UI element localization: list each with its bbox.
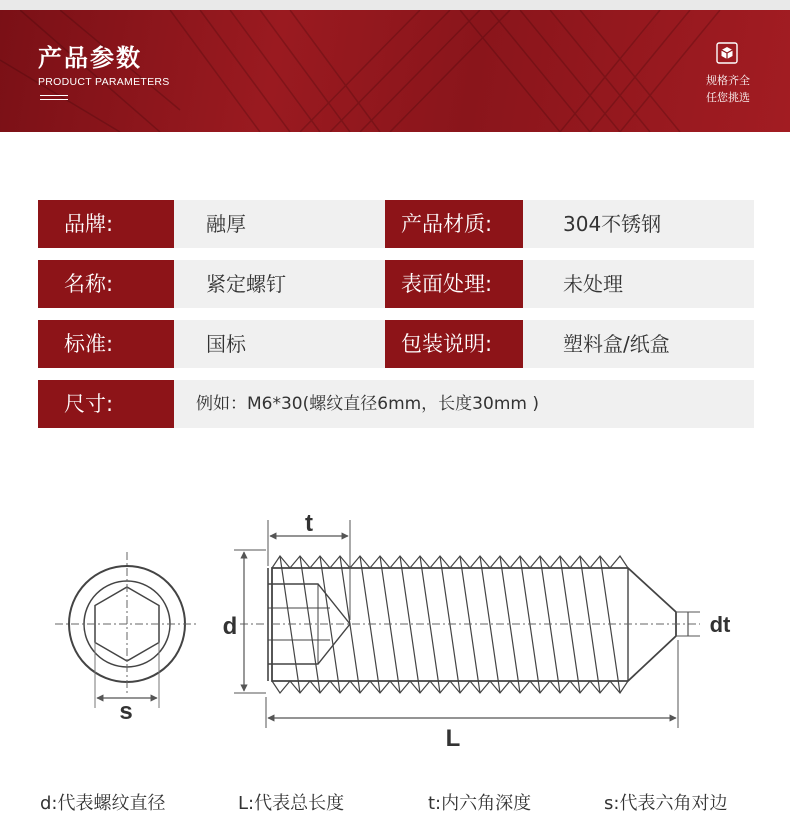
legend-L: L:代表总长度 [238,793,345,814]
cube-icon [716,42,738,64]
legend-t: t:内六角深度 [428,793,532,814]
slogan-line-2: 任您挑选 [706,91,750,104]
section-title: 产品参数 [38,43,142,72]
brand-value: 融厚 [206,212,246,236]
material-label: 产品材质: [385,200,523,248]
banner-top-strip [0,0,790,10]
legend-d: d:代表螺纹直径 [40,793,166,814]
spec-row-name [38,260,754,308]
surface-label: 表面处理: [385,260,523,308]
standard-label: 标准: [38,320,174,368]
dim-label-d: d [222,613,238,640]
header-banner [0,0,790,132]
spec-row-brand [38,200,754,248]
section-subtitle: PRODUCT PARAMETERS [38,76,170,88]
dim-label-t: t [305,510,313,537]
set-screw-diagram [0,470,790,760]
spec-row-standard [38,320,754,368]
dim-label-s: s [119,698,133,725]
legend-s: s:代表六角对边 [604,793,728,814]
size-value: 例如：M6*30(螺纹直径6mm，长度30mm ) [196,394,539,414]
packing-label: 包装说明: [385,320,523,368]
size-label: 尺寸: [38,380,174,428]
name-value: 紧定螺钉 [206,272,286,296]
spec-row-size [38,380,754,428]
side-view [240,556,700,693]
end-view [55,552,199,708]
banner-decor-lines [40,95,68,103]
dim-label-dt: dt [709,612,731,637]
slogan-line-1: 规格齐全 [706,74,750,87]
name-label: 名称: [38,260,174,308]
surface-value: 未处理 [563,272,623,296]
banner-slogan [690,72,766,106]
material-value: 304不锈钢 [563,212,662,236]
dim-label-L: L [445,725,461,752]
packing-value: 塑料盒/纸盒 [563,332,670,356]
brand-label: 品牌: [38,200,174,248]
standard-value: 国标 [206,332,246,356]
